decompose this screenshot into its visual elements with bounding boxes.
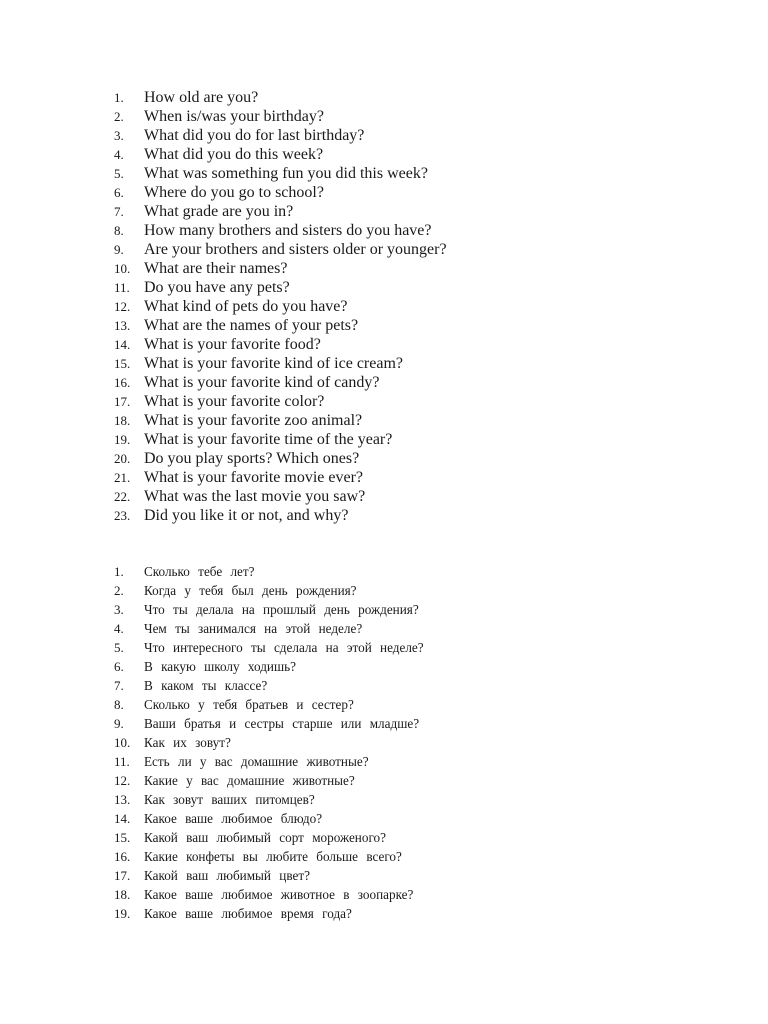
english-question-item [114, 354, 447, 373]
russian-question-item [114, 562, 424, 581]
question-text: What did you do this week? [144, 146, 324, 163]
question-number: 15. [114, 356, 131, 371]
question-number: 6. [114, 659, 124, 674]
russian-question-item [114, 600, 424, 619]
question-number: 1. [114, 564, 124, 579]
question-number: 19. [114, 906, 131, 921]
question-text: What was something fun you did this week? [144, 165, 428, 182]
question-text: Какое ваше любимое блюдо? [144, 811, 323, 826]
question-number: 1. [114, 90, 124, 105]
question-text: В какую школу ходишь? [144, 659, 296, 674]
question-number: 18. [114, 887, 131, 902]
question-text: What is your favorite time of the year? [144, 431, 393, 448]
question-text: What is your favorite movie ever? [144, 469, 364, 486]
question-text: What are the names of your pets? [144, 317, 359, 334]
question-text: How many brothers and sisters do you have? [144, 222, 432, 239]
question-text: Как зовут ваших питомцев? [144, 792, 315, 807]
english-question-item [114, 430, 447, 449]
russian-question-item [114, 581, 424, 600]
question-text: Are your brothers and sisters older or younger? [144, 241, 447, 258]
question-number: 13. [114, 318, 131, 333]
question-number: 3. [114, 602, 124, 617]
english-question-item [114, 373, 447, 392]
question-text: Do you have any pets? [144, 279, 290, 296]
question-text: Какой ваш любимый сорт мороженого? [144, 830, 386, 845]
question-number: 19. [114, 432, 131, 447]
question-number: 10. [114, 735, 131, 750]
question-number: 11. [114, 280, 130, 295]
question-number: 17. [114, 394, 131, 409]
question-number: 18. [114, 413, 131, 428]
question-text: Что ты делала на прошлый день рождения? [144, 602, 419, 617]
russian-question-item [114, 828, 424, 847]
question-number: 11. [114, 754, 130, 769]
question-number: 6. [114, 185, 124, 200]
question-number: 13. [114, 792, 131, 807]
english-question-item [114, 202, 447, 221]
question-number: 7. [114, 204, 124, 219]
russian-question-list [114, 562, 424, 923]
question-text: What kind of pets do you have? [144, 298, 348, 315]
english-question-item [114, 278, 447, 297]
english-question-item [114, 183, 447, 202]
english-question-item [114, 316, 447, 335]
question-number: 16. [114, 375, 131, 390]
question-number: 12. [114, 773, 131, 788]
english-question-list [114, 88, 447, 525]
russian-question-item [114, 638, 424, 657]
question-text: Сколько тебе лет? [144, 564, 255, 579]
question-text: Какое ваше любимое животное в зоопарке? [144, 887, 414, 902]
question-text: Есть ли у вас домашние животные? [144, 754, 369, 769]
russian-question-item [114, 771, 424, 790]
english-question-item [114, 392, 447, 411]
question-text: Where do you go to school? [144, 184, 324, 201]
question-number: 17. [114, 868, 131, 883]
english-question-item [114, 145, 447, 164]
question-number: 10. [114, 261, 131, 276]
question-number: 7. [114, 678, 124, 693]
question-text: What grade are you in? [144, 203, 294, 220]
english-question-item [114, 297, 447, 316]
english-question-item [114, 506, 447, 525]
question-number: 8. [114, 697, 124, 712]
russian-question-item [114, 866, 424, 885]
russian-question-item [114, 809, 424, 828]
russian-question-item [114, 695, 424, 714]
question-number: 9. [114, 716, 124, 731]
question-number: 2. [114, 109, 124, 124]
question-number: 3. [114, 128, 124, 143]
question-number: 2. [114, 583, 124, 598]
english-question-item [114, 221, 447, 240]
question-number: 5. [114, 640, 124, 655]
question-text: Ваши братья и сестры старше или младше? [144, 716, 420, 731]
question-number: 5. [114, 166, 124, 181]
question-number: 14. [114, 337, 131, 352]
question-text: Какой ваш любимый цвет? [144, 868, 310, 883]
russian-question-item [114, 847, 424, 866]
question-number: 21. [114, 470, 131, 485]
question-text: Какие у вас домашние животные? [144, 773, 355, 788]
russian-question-item [114, 733, 424, 752]
english-question-item [114, 259, 447, 278]
russian-question-item [114, 904, 424, 923]
question-text: В каком ты классе? [144, 678, 268, 693]
question-text: Какие конфеты вы любите больше всего? [144, 849, 402, 864]
question-text: When is/was your birthday? [144, 108, 324, 125]
english-question-item [114, 487, 447, 506]
russian-question-item [114, 790, 424, 809]
english-question-item [114, 449, 447, 468]
russian-question-item [114, 885, 424, 904]
question-text: What is your favorite kind of ice cream? [144, 355, 403, 372]
question-text: How old are you? [144, 89, 259, 106]
question-text: Сколько у тебя братьев и сестер? [144, 697, 354, 712]
question-text: What is your favorite kind of candy? [144, 374, 380, 391]
english-question-item [114, 88, 447, 107]
question-text: Какое ваше любимое время года? [144, 906, 352, 921]
english-question-item [114, 411, 447, 430]
russian-question-item [114, 619, 424, 638]
english-question-item [114, 240, 447, 259]
english-question-item [114, 164, 447, 183]
english-question-item [114, 468, 447, 487]
question-text: Do you play sports? Which ones? [144, 450, 360, 467]
question-text: Did you like it or not, and why? [144, 507, 349, 524]
english-question-item [114, 126, 447, 145]
question-number: 12. [114, 299, 131, 314]
russian-question-item [114, 714, 424, 733]
russian-question-item [114, 657, 424, 676]
question-number: 23. [114, 508, 131, 523]
question-number: 14. [114, 811, 131, 826]
question-text: What is your favorite color? [144, 393, 325, 410]
question-number: 4. [114, 621, 124, 636]
question-text: Как их зовут? [144, 735, 231, 750]
question-text: What was the last movie you saw? [144, 488, 366, 505]
question-text: Что интересного ты сделала на этой неделе? [144, 640, 424, 655]
question-number: 16. [114, 849, 131, 864]
question-text: What is your favorite zoo animal? [144, 412, 363, 429]
question-number: 15. [114, 830, 131, 845]
question-number: 20. [114, 451, 131, 466]
question-text: What is your favorite food? [144, 336, 321, 353]
question-number: 8. [114, 223, 124, 238]
question-text: What did you do for last birthday? [144, 127, 365, 144]
question-number: 22. [114, 489, 131, 504]
question-number: 4. [114, 147, 124, 162]
english-question-item [114, 107, 447, 126]
question-text: Чем ты занимался на этой неделе? [144, 621, 363, 636]
russian-question-item [114, 752, 424, 771]
question-number: 9. [114, 242, 124, 257]
question-text: Когда у тебя был день рождения? [144, 583, 357, 598]
question-text: What are their names? [144, 260, 288, 277]
russian-question-item [114, 676, 424, 695]
english-question-item [114, 335, 447, 354]
